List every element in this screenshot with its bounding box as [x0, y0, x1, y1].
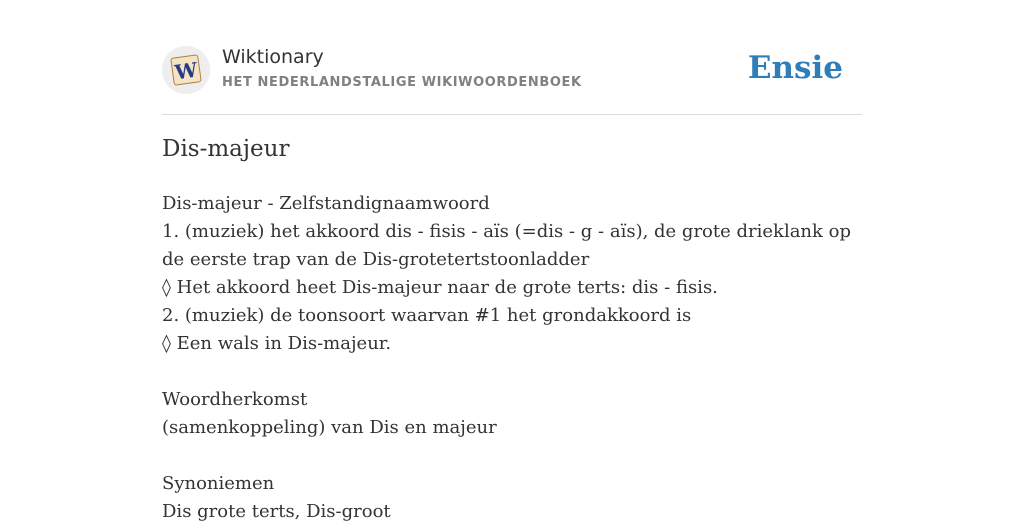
definition-sense-1: 1. (muziek) het akkoord dis - fisis - aïs (=dis - g - aïs), de grote drieklank op de eerste trap van de Dis-grotetertstoonladder — [162, 221, 852, 270]
definition-heading: Dis-majeur - Zelfstandignaamwoord — [162, 193, 490, 214]
definition-sense-2: 2. (muziek) de toonsoort waarvan #1 het grondakkoord is — [162, 305, 692, 326]
page-title: Dis-majeur — [162, 136, 290, 162]
logo-letter: W — [173, 57, 199, 85]
definition-example-1: ◊ Het akkoord heet Dis-majeur naar de grote terts: dis - fisis. — [162, 277, 718, 298]
etymology-text: (samenkoppeling) van Dis en majeur — [162, 417, 497, 438]
site-tagline: HET NEDERLANDSTALIGE WIKIWOORDENBOEK — [222, 75, 582, 90]
etymology-heading: Woordherkomst — [162, 389, 308, 410]
site-header — [162, 44, 862, 115]
wiktionary-tile-icon — [162, 46, 210, 94]
wiktionary-logo-icon[interactable] — [162, 46, 210, 94]
section-spacer — [162, 442, 862, 470]
definition-example-2: ◊ Een wals in Dis-majeur. — [162, 333, 392, 354]
synonyms-text: Dis grote terts, Dis-groot — [162, 501, 391, 522]
section-spacer — [162, 358, 862, 386]
synonyms-heading: Synoniemen — [162, 473, 275, 494]
article-content — [162, 190, 862, 526]
site-name[interactable]: Wiktionary — [222, 46, 324, 68]
ensie-brand-logo[interactable]: Ensie — [747, 50, 843, 86]
